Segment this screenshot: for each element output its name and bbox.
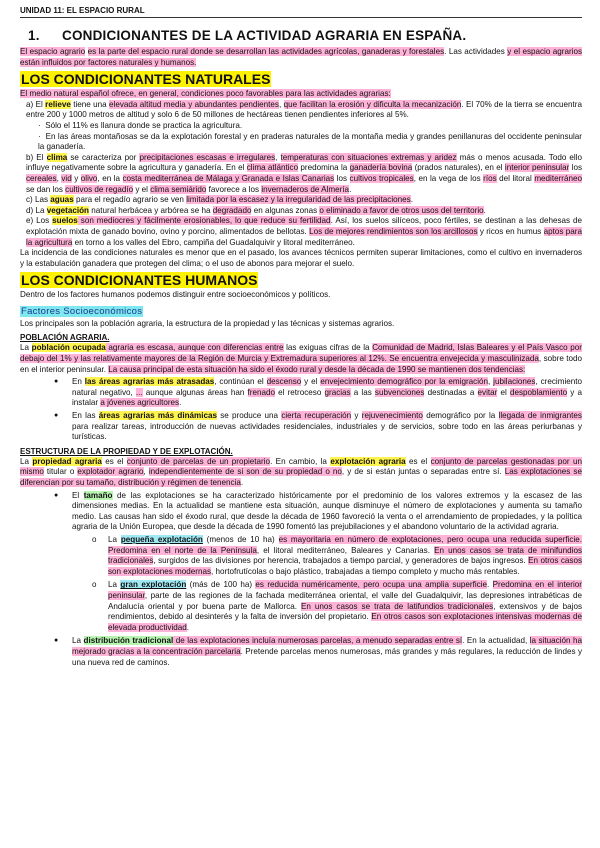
hl-text: limitada por la escasez y la irregularidad de las precipitaciones (186, 195, 411, 205)
section-heading-human: LOS CONDICIONANTES HUMANOS (21, 272, 258, 289)
text: , (275, 152, 281, 162)
natural-lead (20, 89, 582, 100)
hl-text: El medio natural español ofrece, en general, condiciones poco favorables para las actividades agrarias: (20, 89, 391, 99)
hl-text: es la parte del espacio rural donde se desarrollan las actividades agrícolas, ganaderas y forestales (87, 47, 445, 56)
unit-header: UNIDAD 11: EL ESPACIO RURAL (20, 6, 582, 18)
title-number: 1. (28, 28, 40, 43)
text: . (349, 184, 352, 194)
text: a las (350, 387, 375, 397)
text: , continúan el (214, 377, 267, 387)
list-item (72, 491, 582, 634)
text: demográfico por la (422, 411, 499, 421)
text: las exiguas cifras de la (283, 343, 373, 353)
text: Sólo el 11% es llanura donde se practica la agricultura. (45, 120, 243, 130)
text: En las áreas montañosas se da la explotación forestal y en praderas naturales de la montaña media y grandes penillanuras del occidente peninsular la ganadería. (38, 131, 582, 152)
text: c) Las (26, 195, 51, 205)
hl-text: o eliminado a favor de otros usos del territorio (319, 205, 484, 215)
title-text: CONDICIONANTES DE LA ACTIVIDAD AGRARIA EN ESPAÑA. (62, 28, 467, 43)
hl-text: la situación ha mejorado gracias a la concentración parcelaria (72, 636, 582, 656)
text: . Las actividades (444, 47, 505, 56)
text: , en la vega de los (413, 173, 484, 183)
hl-text: olivo (80, 173, 98, 183)
text: La (108, 534, 121, 544)
tamano-sublist (72, 535, 582, 633)
text: (menos de 10 ha) (202, 534, 279, 544)
hl-text: precipitaciones escasas e irregulares (139, 152, 276, 162)
text: El (72, 490, 84, 500)
hl-text: En otros casos son explotaciones modernas (108, 556, 582, 576)
hl-text: invernaderos de Almería (261, 184, 350, 194)
text: de las explotaciones se ha caracterizado históricamente por el predominio de los valores extremos y la escasez de las dimensiones medias. En la actualidad se mantiene esta situación, aunque disminuye el número de explotaciones y aumenta su tamaño medio. Las causas han sido el éxodo rural, que desde la década de 1960 favoreció la venta o el arrendamiento de propiedades, y la política agraria de la Unión Europea, que desde la década de 1990 fomentó las prejubilaciones y el abandono voluntario de la actividad agraria. (72, 490, 582, 532)
hl-text: Comunidad de Madrid, Islas Baleares y el País Vasco por debajo del 1% y las relativamente mayores de la Región de Murcia y Extremadura superiores al 12% (20, 343, 582, 364)
text: el (497, 387, 510, 397)
hl-text: están influidos por factores naturales y humanos. (20, 57, 197, 67)
text: La (108, 580, 121, 590)
heading-poblacion: POBLACIÓN AGRARIA. (20, 333, 110, 343)
hl-text: mediterráneo (534, 173, 583, 183)
text: , y de si están juntas o separadas entre sí. (341, 467, 505, 477)
hl-text: En unos casos se trata de latifundios tradicionales (301, 601, 494, 611)
text: para realizar tareas, introducción de nuevas actividades residenciales, industriales y de servicios, sobre todo en las áreas periurbanas y turísticas. (72, 421, 582, 442)
text: aunque algunas áreas han (142, 387, 248, 397)
text: En las (72, 411, 99, 421)
text: e) Los (26, 216, 53, 226)
text: , (278, 99, 284, 109)
hl-text: cereales (26, 173, 57, 183)
keyword: relieve (45, 99, 71, 109)
hl-text: es mayoritaria en número de explotaciones, pero ocupa una reducida superficie. Predomina en el norte de la Península (108, 534, 582, 555)
text: , crecimiento natural negativo, (72, 377, 582, 397)
hl-text: Los de mejores rendimientos son los arcillosos (309, 226, 478, 236)
hl-text: son mediocres y fácilmente erosionables, lo que reduce su fertilidad (77, 216, 331, 226)
text: , surgidos de las divisiones por herencia, trabajados a tiempo parcial, y generadores de bajos ingresos. (153, 556, 529, 566)
hl-text: y el espacio agrarios (507, 47, 583, 56)
text: . (483, 205, 486, 215)
hl-text: conjunto de parcelas gestionadas por un mismo (20, 456, 582, 477)
clima-paragraph (20, 153, 582, 195)
text: . En cambio, la (270, 456, 331, 466)
hl-text: . Se encuentra envejecida y masculinizada (384, 354, 539, 364)
socio-lead: Los principales son la población agraria, la estructura de la propiedad y las técnicas y sistemas agrarios. (20, 318, 395, 328)
text: , extensivos y de bajos rendimientos, debido al desinterés y la falta de inversión del propietario. (108, 601, 582, 622)
hl-text: costa mediterránea de Málaga y Granada e Islas Canarias (122, 173, 335, 183)
propiedad-paragraph (20, 457, 582, 489)
text: (más de 100 ha) (186, 580, 256, 590)
text: del litoral (496, 173, 535, 183)
hl-text: independientemente de si son de su propiedad o no (148, 467, 342, 477)
hl-text: envejecimiento demográfico por la emigración (320, 377, 489, 387)
text: , (488, 377, 494, 387)
text: favorece a los (206, 184, 262, 194)
hl-text: ríos (483, 173, 497, 183)
hl-text: de las explotaciones incluía numerosas parcelas, a menudo separadas entre sí (173, 636, 463, 646)
hl-text: cultivos tropicales (349, 173, 414, 183)
text: en torno a los valles del Ebro, campiña del Guadalquivir y litoral mediterráneo. (72, 237, 355, 247)
vegetacion-paragraph (20, 206, 582, 217)
hl-text: temperaturas con situaciones extremas y aridez (280, 152, 457, 162)
text: . (179, 398, 182, 408)
hl-text: jubilaciones (493, 377, 536, 387)
hl-text: evitar (477, 387, 498, 397)
subheading-socioeconomic: Factores Socioeconómicos (21, 305, 143, 317)
hl-text: es reducida numéricamente, pero ocupa una amplia superficie (255, 580, 487, 590)
list-item (72, 636, 582, 668)
text: (prados naturales), en el (412, 163, 505, 173)
text: , en la (97, 173, 123, 183)
hl-text: En otros casos son explotaciones intensivas modernas de elevada productividad (108, 612, 582, 632)
hl-text: rejuvenecimiento (361, 411, 423, 421)
text: y el (301, 377, 321, 387)
text: natural herbácea y arbórea se ha (89, 205, 213, 215)
hl-text: agraria es escasa, aunque con diferencias entre (105, 343, 284, 353)
text: . (186, 622, 189, 632)
hl-text: En unos casos se trata de minifundios tradicionales (108, 545, 582, 566)
page-title (28, 28, 582, 43)
hl-text: Las explotaciones se diferencian por su tamaño, distribución y régimen de tenencia (20, 467, 582, 487)
text: más o menos acusada. Todo ello influye negativamente sobre la agricultura y ganadería. En el (26, 152, 583, 173)
poblacion-list (20, 377, 582, 443)
text: los (334, 173, 350, 183)
text: . Así, los suelos silíceos, poco fértiles, se destinan a las dehesas de explotación mixta de ganado bovino, ovino y porcino, alimentados de bellotas. (26, 216, 583, 236)
keyword: propiedad agraria (32, 456, 102, 466)
text: . El 70% de la tierra se encuentra entre 200 y 1000 metros de altitud y solo 6 de 50 millones de hectáreas tienen pendientes inferiores al 5%. (26, 99, 582, 120)
text: es el (405, 456, 431, 466)
text: destinadas a (424, 387, 478, 397)
text: y ricos en humus (477, 226, 544, 236)
hl-text: aptos para la agricultura (26, 226, 582, 247)
text: , hortofrutícolas o bajo plástico, trabajadas a tiempo completo y mucho más rentables. (211, 566, 520, 576)
hl-text: El espacio agrario (20, 47, 86, 56)
text: , sobre todo en el interior peninsular. (20, 354, 583, 374)
keyword: vegetación (46, 205, 89, 215)
text: . En la actualidad, (462, 636, 530, 646)
hl-text: clima atlántico (246, 163, 299, 173)
hl-text: frenado (247, 387, 275, 397)
text: se dan los (26, 184, 66, 194)
text: , (143, 467, 149, 477)
poblacion-paragraph (20, 343, 582, 375)
hl-text: Predomina en el interior peninsular (108, 580, 582, 600)
hl-text: interior peninsular (504, 163, 570, 173)
text: , (56, 173, 62, 183)
human-lead: Dentro de los factores humanos podemos distinguir entre socioeconómicos y políticos. (20, 290, 331, 300)
text: se caracteriza por (67, 152, 140, 162)
intro-paragraph (20, 47, 582, 68)
propiedad-list (20, 491, 582, 669)
text: La (72, 636, 84, 646)
text: los (569, 163, 582, 173)
text: titular o (43, 467, 78, 477)
text: d) La (26, 205, 47, 215)
text: en algunas zonas (251, 205, 320, 215)
hl-text: degradado (212, 205, 252, 215)
text: La (20, 343, 32, 353)
text: se produce una (216, 411, 282, 421)
keyword: gran explotación (120, 580, 187, 590)
hl-text: despoblamiento (509, 387, 568, 397)
text: y (351, 411, 362, 421)
list-item (72, 377, 582, 409)
text: . (240, 478, 244, 487)
hl-text: La causa principal de esta situación ha sido el éxodo rural y desde la década de 1990 se mantienen dos tendencias: (108, 364, 526, 374)
text: y a instalar (72, 387, 582, 408)
text: para el regadío agrario se ven (73, 195, 187, 205)
text: . (487, 580, 493, 590)
text: predomina la (298, 163, 350, 173)
text: . (410, 195, 413, 205)
hl-text: a jóvenes agricultores (100, 398, 180, 408)
keyword: clima (46, 152, 68, 162)
keyword: áreas agrarias más dinámicas (98, 411, 217, 421)
text: a) El (26, 99, 46, 109)
heading-propiedad: ESTRUCTURA DE LA PROPIEDAD Y DE EXPLOTACIÓN. (20, 446, 233, 456)
text: En (72, 377, 85, 387)
hl-text: cierta recuperación (281, 411, 352, 421)
text: es el (101, 456, 127, 466)
text: y (71, 173, 81, 183)
list-item (72, 411, 582, 443)
text: , el litoral mediterráneo, Baleares y Canarias. (256, 545, 435, 555)
hl-text: llegada de inmigrantes (498, 411, 582, 421)
hl-text: explotador agrario (77, 467, 144, 477)
keyword: población ocupada (31, 343, 106, 353)
keyword: pequeña explotación (120, 534, 203, 544)
keyword: suelos (52, 216, 78, 226)
natural-closing: La incidencia de las condiciones naturales es menor que en el pasado, los avances técnicos permiten superar limitaciones, como el cultivo en invernaderos y la estabulación ganadera que protegen del clima; o el uso de abonos para mejorar el suelo. (20, 248, 582, 268)
text: La (20, 456, 33, 466)
keyword: aguas (50, 195, 74, 205)
text: . Pretende parcelas menos numerosas, más grandes y más regulares, la reducción de lindes y una nueva red de caminos. (72, 646, 582, 667)
suelos-paragraph (20, 216, 582, 248)
text: b) El (26, 152, 47, 162)
relieve-bullet-2: · En las áreas montañosas se da la explotación forestal y en praderas naturales de la montaña media y grandes penillanuras del occidente peninsular la ganadería. (38, 131, 582, 152)
hl-text: descenso (266, 377, 302, 387)
hl-text: gracias (324, 387, 351, 397)
hl-text: ... (135, 387, 143, 397)
text: y el (133, 184, 151, 194)
hl-text: cultivos de regadío (65, 184, 134, 194)
list-item (108, 580, 582, 633)
section-heading-natural: LOS CONDICIONANTES NATURALES (21, 71, 271, 88)
hl-text: conjunto de parcelas de un propietario (126, 456, 271, 466)
hl-text: ganadería bovina (349, 163, 413, 173)
relieve-paragraph (20, 100, 582, 121)
hl-text: que facilitan la erosión y dificulta la mecanización (283, 99, 462, 109)
hl-text: subvenciones (374, 387, 425, 397)
aguas-paragraph (20, 195, 582, 206)
list-item (108, 535, 582, 577)
keyword: tamaño (83, 490, 113, 500)
keyword: distribución tradicional (83, 636, 174, 646)
relieve-bullet-1: · Sólo el 11% es llanura donde se practica la agricultura. (38, 120, 243, 130)
hl-text: clima semiárido (150, 184, 207, 194)
keyword: explotación agraria (330, 456, 406, 466)
text: , parte de las regiones de la fachada mediterránea oriental, el valle del Guadalquivir, las depresiones intrabéticas de Andalucía oriental y por buena parte de Mallorca. (108, 590, 582, 611)
text: el retroceso (275, 387, 325, 397)
hl-text: elevada altitud media y abundantes pendientes (109, 99, 279, 109)
text: tiene una (70, 99, 110, 109)
hl-text: vid (61, 173, 72, 183)
keyword: las áreas agrarias más atrasadas (84, 377, 215, 387)
